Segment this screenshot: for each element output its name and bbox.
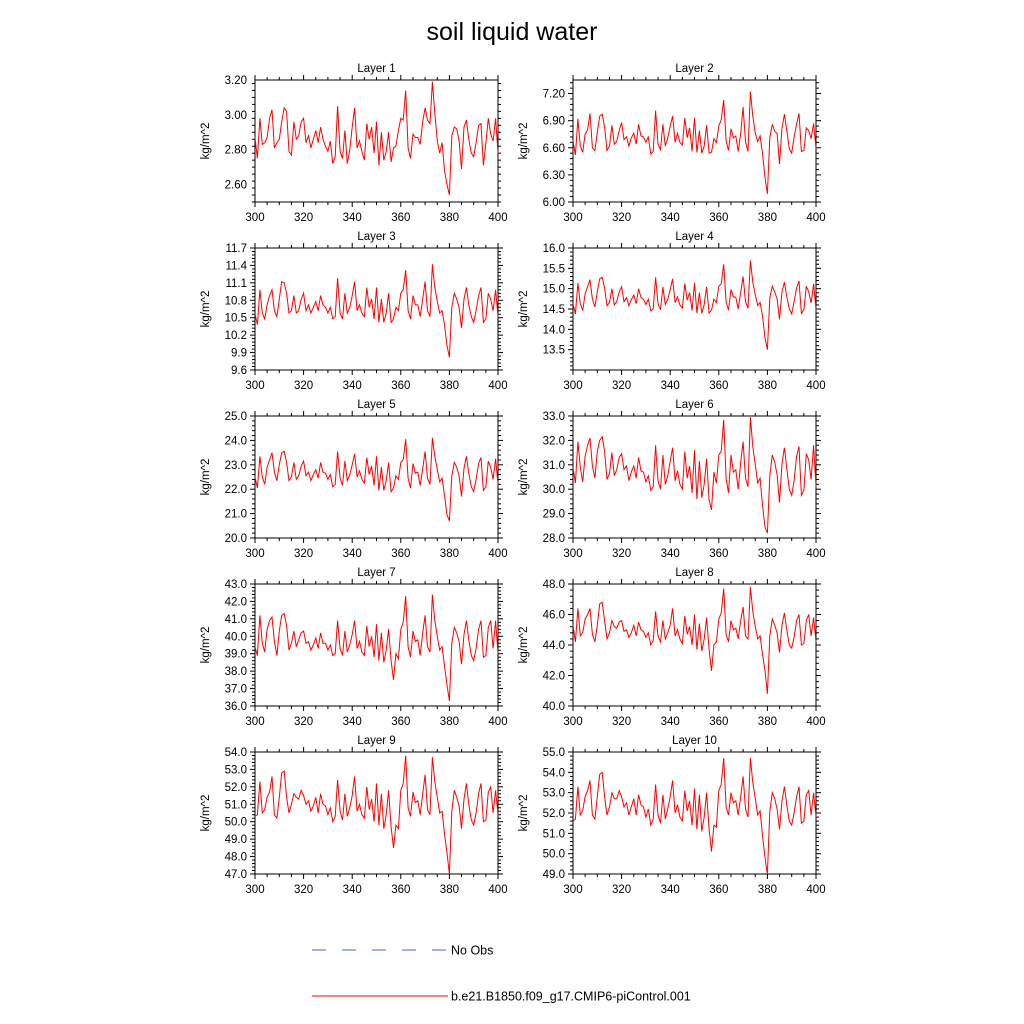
x-tick-label: 320 <box>612 212 632 224</box>
y-tick-label: 50.0 <box>542 848 565 861</box>
y-tick-label: 40.0 <box>224 631 247 644</box>
x-tick-label: 380 <box>439 884 459 896</box>
x-tick-label: 400 <box>488 884 508 896</box>
y-tick-label: 10.2 <box>224 330 247 343</box>
y-tick-label: 6.00 <box>542 197 565 209</box>
x-tick-label: 380 <box>757 548 777 560</box>
y-axis-label: kg/m^2 <box>200 794 212 832</box>
x-tick-label: 300 <box>563 212 583 224</box>
y-tick-label: 49.0 <box>224 834 247 847</box>
panel-layer-8 <box>518 567 826 728</box>
y-tick-label: 46.0 <box>542 609 565 622</box>
model-series-line <box>255 264 498 357</box>
y-tick-label: 11.4 <box>225 260 247 273</box>
y-tick-label: 14.5 <box>542 304 565 316</box>
panel-title: Layer 4 <box>675 231 714 243</box>
y-tick-label: 30.0 <box>542 484 565 497</box>
x-tick-label: 400 <box>806 380 826 392</box>
plot-frame <box>573 752 816 874</box>
panel-title: Layer 3 <box>357 231 396 243</box>
panel-grid <box>200 63 826 896</box>
model-series-line <box>255 756 498 875</box>
y-tick-label: 44.0 <box>542 640 565 652</box>
y-tick-label: 24.0 <box>224 435 247 448</box>
plot-frame <box>573 416 816 538</box>
model-series-line <box>255 82 498 195</box>
y-tick-label: 2.80 <box>224 144 247 157</box>
y-tick-label: 42.0 <box>224 596 247 609</box>
panel-layer-9 <box>200 735 508 896</box>
x-tick-label: 340 <box>342 380 362 392</box>
x-tick-label: 340 <box>342 212 362 224</box>
y-tick-label: 6.30 <box>542 169 565 182</box>
x-tick-label: 400 <box>488 380 508 392</box>
x-tick-label: 320 <box>612 380 632 392</box>
y-tick-label: 49.0 <box>542 869 565 881</box>
y-tick-label: 42.0 <box>542 670 565 683</box>
x-tick-label: 360 <box>709 212 729 224</box>
model-series-line <box>573 417 816 533</box>
x-tick-label: 320 <box>294 716 314 728</box>
y-tick-label: 32.0 <box>542 435 565 448</box>
x-tick-label: 380 <box>439 548 459 560</box>
legend-label-no-obs: No Obs <box>451 943 494 958</box>
panel-title: Layer 9 <box>357 735 396 747</box>
y-tick-label: 48.0 <box>224 851 247 864</box>
x-tick-label: 320 <box>294 548 314 560</box>
y-axis-label: kg/m^2 <box>200 290 212 328</box>
x-tick-label: 360 <box>391 548 411 560</box>
x-tick-label: 300 <box>245 380 265 392</box>
y-axis-label: kg/m^2 <box>518 290 530 328</box>
x-tick-label: 380 <box>439 380 459 392</box>
y-tick-label: 13.5 <box>542 344 565 357</box>
y-tick-label: 51.0 <box>542 828 565 841</box>
panel-layer-5 <box>200 399 508 560</box>
y-axis-label: kg/m^2 <box>200 458 212 496</box>
y-tick-label: 55.0 <box>542 747 565 759</box>
x-tick-label: 300 <box>245 548 265 560</box>
x-tick-label: 340 <box>660 212 680 224</box>
x-tick-label: 340 <box>342 884 362 896</box>
panel-layer-1 <box>200 63 508 224</box>
panel-layer-10 <box>518 735 826 896</box>
x-tick-label: 320 <box>294 212 314 224</box>
y-tick-label: 39.0 <box>224 648 247 661</box>
model-series-line <box>573 92 816 194</box>
x-tick-label: 380 <box>439 212 459 224</box>
y-tick-label: 52.0 <box>542 808 565 820</box>
x-tick-label: 340 <box>660 380 680 392</box>
plot-frame <box>255 584 498 706</box>
plot-frame <box>573 584 816 706</box>
y-axis-label: kg/m^2 <box>518 626 530 664</box>
panel-title: Layer 5 <box>357 399 396 411</box>
y-tick-label: 3.00 <box>224 109 247 122</box>
panel-layer-7 <box>200 567 508 728</box>
x-tick-label: 360 <box>391 884 411 896</box>
y-tick-label: 52.0 <box>224 781 247 794</box>
model-series-line <box>573 261 816 350</box>
x-tick-label: 400 <box>806 716 826 728</box>
panel-layer-2 <box>518 63 826 224</box>
x-tick-label: 340 <box>660 716 680 728</box>
panel-title: Layer 8 <box>675 567 714 579</box>
x-tick-label: 320 <box>612 884 632 896</box>
y-tick-label: 50.0 <box>224 816 247 829</box>
x-tick-label: 340 <box>342 716 362 728</box>
y-axis-label: kg/m^2 <box>518 122 530 160</box>
y-tick-label: 9.6 <box>231 365 247 377</box>
plot-frame <box>255 80 498 202</box>
y-tick-label: 37.0 <box>224 683 247 696</box>
legend-label-model: b.e21.B1850.f09_g17.CMIP6-piControl.001 <box>451 989 691 1004</box>
y-axis-label: kg/m^2 <box>200 626 212 664</box>
y-tick-label: 47.0 <box>224 869 247 881</box>
y-tick-label: 28.0 <box>542 533 565 545</box>
y-tick-label: 10.5 <box>224 312 247 325</box>
y-tick-label: 15.0 <box>542 283 565 296</box>
x-tick-label: 400 <box>488 548 508 560</box>
panel-title: Layer 10 <box>672 735 717 747</box>
y-tick-label: 14.0 <box>542 324 565 337</box>
y-tick-label: 29.0 <box>542 508 565 521</box>
y-tick-label: 23.0 <box>224 459 247 472</box>
panel-title: Layer 1 <box>357 63 396 75</box>
panel-title: Layer 7 <box>357 567 396 579</box>
y-tick-label: 33.0 <box>542 411 565 423</box>
model-series-line <box>255 438 498 521</box>
model-series-line <box>573 758 816 874</box>
x-tick-label: 300 <box>563 548 583 560</box>
panel-layer-6 <box>518 399 826 560</box>
y-tick-label: 7.20 <box>542 88 565 101</box>
x-tick-label: 400 <box>488 212 508 224</box>
x-tick-label: 360 <box>391 212 411 224</box>
y-tick-label: 10.8 <box>224 295 247 308</box>
x-tick-label: 380 <box>757 716 777 728</box>
x-tick-label: 380 <box>757 884 777 896</box>
x-tick-label: 380 <box>439 716 459 728</box>
x-tick-label: 300 <box>245 212 265 224</box>
x-tick-label: 300 <box>563 716 583 728</box>
y-tick-label: 2.60 <box>224 179 247 192</box>
y-tick-label: 25.0 <box>224 411 247 423</box>
x-tick-label: 400 <box>488 716 508 728</box>
y-tick-label: 54.0 <box>224 747 247 759</box>
x-tick-label: 300 <box>245 716 265 728</box>
plot-frame <box>573 248 816 370</box>
model-series-line <box>573 587 816 694</box>
y-tick-label: 16.0 <box>542 243 565 255</box>
y-tick-label: 48.0 <box>542 579 565 591</box>
y-axis-label: kg/m^2 <box>518 794 530 832</box>
y-axis-label: kg/m^2 <box>200 122 212 160</box>
y-tick-label: 53.0 <box>542 787 565 800</box>
x-tick-label: 300 <box>563 380 583 392</box>
y-tick-label: 11.1 <box>225 277 247 290</box>
x-tick-label: 400 <box>806 884 826 896</box>
panel-title: Layer 2 <box>675 63 714 75</box>
model-series-line <box>255 595 498 701</box>
x-tick-label: 380 <box>757 212 777 224</box>
y-tick-label: 40.0 <box>542 701 565 713</box>
y-tick-label: 51.0 <box>224 799 247 812</box>
x-tick-label: 360 <box>391 716 411 728</box>
x-tick-label: 400 <box>806 212 826 224</box>
panel-title: Layer 6 <box>675 399 714 411</box>
y-tick-label: 41.0 <box>224 613 247 626</box>
x-tick-label: 340 <box>342 548 362 560</box>
y-tick-label: 36.0 <box>224 701 247 713</box>
y-tick-label: 6.60 <box>542 142 565 155</box>
x-tick-label: 320 <box>294 884 314 896</box>
panel-layer-3 <box>200 231 508 392</box>
y-tick-label: 43.0 <box>224 579 247 591</box>
y-tick-label: 21.0 <box>224 508 247 521</box>
plot-frame <box>573 80 816 202</box>
y-tick-label: 38.0 <box>224 666 247 679</box>
x-tick-label: 360 <box>391 380 411 392</box>
x-tick-label: 340 <box>660 548 680 560</box>
y-tick-label: 53.0 <box>224 764 247 777</box>
x-tick-label: 320 <box>612 548 632 560</box>
y-tick-label: 3.20 <box>224 75 247 87</box>
panel-layer-4 <box>518 231 826 392</box>
y-tick-label: 20.0 <box>224 533 247 545</box>
x-tick-label: 400 <box>806 548 826 560</box>
x-tick-label: 360 <box>709 884 729 896</box>
x-tick-label: 340 <box>660 884 680 896</box>
x-tick-label: 360 <box>709 548 729 560</box>
y-tick-label: 9.9 <box>231 347 247 360</box>
x-tick-label: 360 <box>709 380 729 392</box>
x-tick-label: 320 <box>612 716 632 728</box>
x-tick-label: 320 <box>294 380 314 392</box>
x-tick-label: 380 <box>757 380 777 392</box>
y-tick-label: 15.5 <box>542 263 565 276</box>
x-tick-label: 300 <box>245 884 265 896</box>
x-tick-label: 300 <box>563 884 583 896</box>
y-tick-label: 22.0 <box>224 484 247 497</box>
plot-frame <box>255 752 498 874</box>
legend <box>312 944 691 1004</box>
main-title: soil liquid water <box>426 18 598 46</box>
y-tick-label: 31.0 <box>542 459 565 472</box>
x-tick-label: 360 <box>709 716 729 728</box>
y-tick-label: 6.90 <box>542 115 565 128</box>
y-axis-label: kg/m^2 <box>518 458 530 496</box>
y-tick-label: 54.0 <box>542 767 565 780</box>
y-tick-label: 11.7 <box>225 243 247 255</box>
